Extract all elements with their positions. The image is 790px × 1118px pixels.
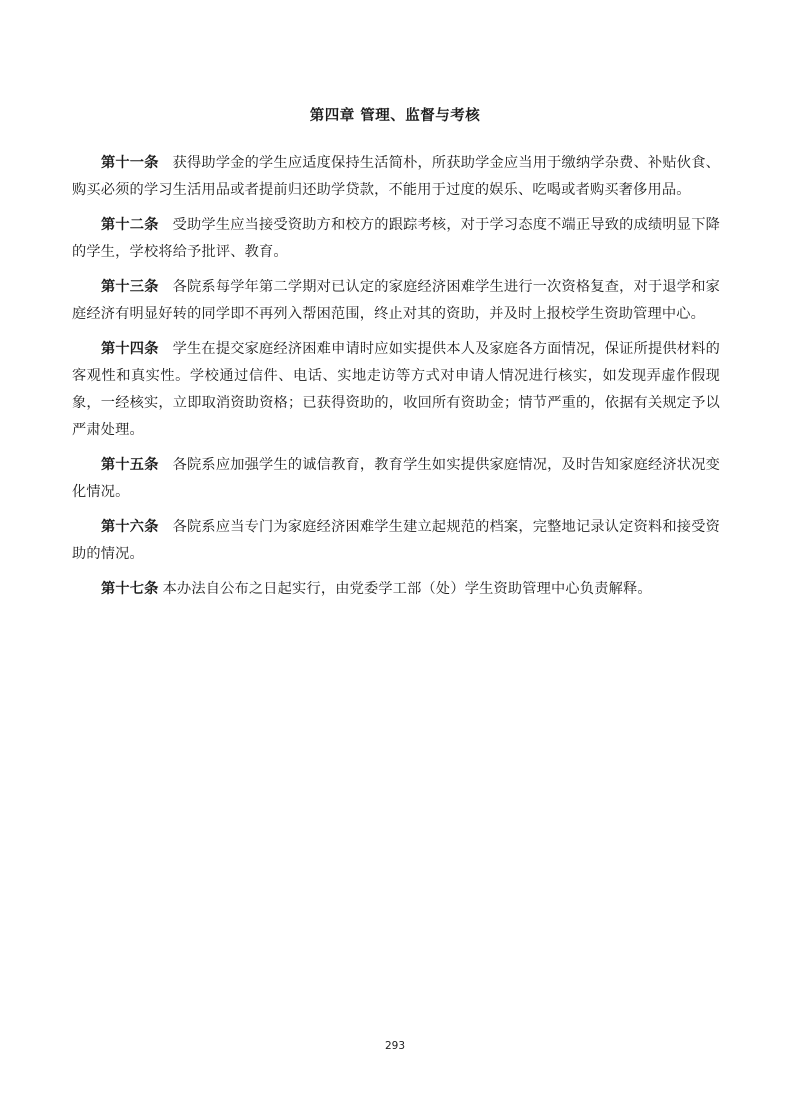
article-number: 第十七条 xyxy=(101,581,159,597)
article-text: 各院系应加强学生的诚信教育，教育学生如实提供家庭情况，及时告知家庭经济状况变化情况。 xyxy=(72,457,720,500)
article-number: 第十一条 xyxy=(101,155,159,171)
articles-list xyxy=(72,150,720,611)
article-11 xyxy=(72,150,720,204)
article-17 xyxy=(72,576,720,603)
article-text: 学生在提交家庭经济困难申请时应如实提供本人及家庭各方面情况，保证所提供材料的客观性和真实性。学校通过信件、电话、实地走访等方式对申请人情况进行核实，如发现弄虚作假现象，一经核实，立即取消资助资格；已获得资助的，收回所有资助金；情节严重的，依据有关规定予以严肃处理。 xyxy=(72,341,720,438)
article-number: 第十二条 xyxy=(101,217,159,233)
article-number: 第十三条 xyxy=(101,279,159,295)
article-text: 本办法自公布之日起实行，由党委学工部（处）学生资助管理中心负责解释。 xyxy=(162,581,652,597)
article-number: 第十四条 xyxy=(101,341,159,357)
article-15 xyxy=(72,452,720,506)
chapter-title: 第四章 管理、监督与考核 xyxy=(309,108,481,124)
article-number: 第十五条 xyxy=(101,457,159,473)
page-number: 293 xyxy=(384,1040,406,1052)
article-text: 各院系应当专门为家庭经济困难学生建立起规范的档案，完整地记录认定资料和接受资助的情况。 xyxy=(72,519,720,562)
article-12 xyxy=(72,212,720,266)
article-16 xyxy=(72,514,720,568)
article-14 xyxy=(72,336,720,444)
article-text: 各院系每学年第二学期对已认定的家庭经济困难学生进行一次资格复查，对于退学和家庭经济有明显好转的同学即不再列入帮困范围，终止对其的资助，并及时上报校学生资助管理中心。 xyxy=(72,279,720,322)
article-text: 获得助学金的学生应适度保持生活简朴，所获助学金应当用于缴纳学杂费、补贴伙食、购买必须的学习生活用品或者提前归还助学贷款，不能用于过度的娱乐、吃喝或者购买奢侈用品。 xyxy=(72,155,720,198)
article-text: 受助学生应当接受资助方和校方的跟踪考核，对于学习态度不端正导致的成绩明显下降的学生，学校将给予批评、教育。 xyxy=(72,217,720,260)
article-number: 第十六条 xyxy=(101,519,159,535)
article-13 xyxy=(72,274,720,328)
